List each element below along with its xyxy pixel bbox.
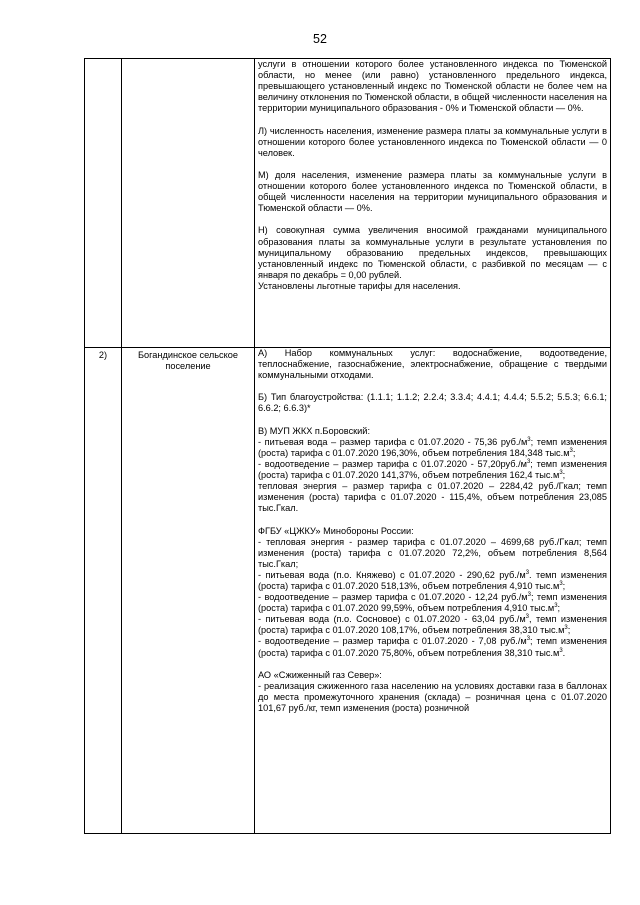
org2-lines xyxy=(258,537,607,659)
org1-title: В) МУП ЖКХ п.Боровский: xyxy=(258,425,370,436)
row2-content-cell xyxy=(255,348,611,834)
tariff-line: - водоотведение – размер тарифа с $01.07.2020 - 57,20руб./м^3$; темп изменения (роста) тарифа с 01.07.2020 141,37%, объем потребления 162,4 $тыс.м^3$; xyxy=(258,458,607,481)
org3-text: - реализация сжиженного газа населению на условиях доставки газа в баллонах до места промежуточного хранения (склада) – розничная цена с 01.07.2020 101,67 руб./кг, темп изменения (роста) розничной xyxy=(258,680,607,713)
row-number: 2) xyxy=(98,350,108,360)
tariff-line: - тепловая энергия - размер тарифа с 01.07.2020 – 4699,68 руб./Гкал; темп изменения (роста) тарифа с 01.07.2020 72,2%, объем потребления 8,564 тыс.Гкал; xyxy=(258,536,607,569)
tariff-line: - питьевая вода (п.о. Сосновое) с 01.07.2020 - 63,04 $руб./м^3$, темп изменения (роста) тарифа с 01.07.2020 108,17%, объем потребления 38,310 $тыс.м^3$; xyxy=(258,614,607,636)
row1-number-cell xyxy=(85,59,122,348)
row2-name-cell xyxy=(122,348,255,834)
paragraph: Н) совокупная сумма увеличения вносимой гражданами муниципального образования платы за коммунальные услуги в результате установления по муниципальному образованию предельных индексов, превышающих установленный индекс по Тюменской области, с разбивкой по месяцам — с января по декабрь = 0,00 рублей. xyxy=(258,225,607,280)
row1-name-cell xyxy=(122,59,255,348)
paragraph: Л) численность населения, изменение размера платы за коммунальные услуги в отношении которого более установленного индекса по Тюменской области — 0 человек. xyxy=(258,125,607,158)
tariff-line: - водоотведение – размер тарифа с 01.07.2020 - 12,24 $руб./м^3$; темп изменения (роста) тарифа с 01.07.2020 99,59%, объем потребления 4,910 $тыс.м^3$; xyxy=(258,592,607,614)
org2-title: ФГБУ «ЦЖКУ» Минобороны России: xyxy=(258,525,414,536)
table-row xyxy=(85,59,611,348)
tariff-line: - питьевая вода (п.о. Княжево) с 01.07.2020 - 290,62 $руб./м^3$. темп изменения (роста) тарифа с 01.07.2020 518,13%, объем потребления 4,910 $тыс.м^3$; xyxy=(258,569,607,591)
paragraph: услуги в отношении которого более установленного индекса по Тюменской области, но менее (или равно) установленного предельного индекса, превышающего установленный индекс по Тюменской области не более чем на величину отклонения по Тюменской области, в общей численности населения на территории муниципального образования - 0% и Тюменской области — 0%. xyxy=(258,59,607,114)
improvement-type-paragraph: Б) Тип благоустройства: (1.1.1; 1.1.2; 2.2.4; 3.3.4; 4.4.1; 4.4.4; 5.5.2; 5.5.3; 6.6.1; 6.6.2; 6.6.3)* xyxy=(258,392,607,414)
table-row xyxy=(85,348,611,834)
org1-lines xyxy=(258,437,607,515)
tariff-line: - водоотведение – размер тарифа с 01.07.2020 - 7,08 $руб./м^3$; темп изменения (роста) тарифа с 01.07.2020 75,80%, объем потребления 38,310 $тыс.м^3$. xyxy=(258,636,607,658)
superscript: 3 xyxy=(569,447,573,454)
superscript: 3 xyxy=(559,647,563,654)
superscript: 3 xyxy=(526,458,531,465)
superscript: 3 xyxy=(525,614,530,621)
paragraph: М) доля населения, изменение размера платы за коммунальные услуги в отношении которого более установленного индекса по Тюменской области, в общей численности населения на территории муниципального образования и Тюменской области — 0%. xyxy=(258,169,607,214)
superscript: 3 xyxy=(554,603,558,610)
superscript: 3 xyxy=(525,569,530,576)
superscript: 3 xyxy=(559,580,563,587)
row2-number-cell xyxy=(85,348,122,834)
tariff-table xyxy=(84,58,611,834)
superscript: 3 xyxy=(564,625,568,632)
org3-title: АО «Сжиженный газ Север»: xyxy=(258,669,382,680)
superscript: 3 xyxy=(527,436,531,443)
superscript: 3 xyxy=(526,636,531,643)
tariff-line: тепловая энергия – размер тарифа с 01.07.2020 – 2284,42 руб./Гкал; темп изменения (роста) тарифа с 01.07.2020 - 115,4%, объем потребления 23,085 тыс.Гкал. xyxy=(258,481,607,514)
superscript: 3 xyxy=(559,469,563,476)
services-paragraph: А) Набор коммунальных услуг: водоснабжение, водоотведение, теплоснабжение, газоснабжение, электроснабжение, обращение с твердыми коммунальными отходами. xyxy=(258,348,607,381)
paragraph: Установлены льготные тарифы для населения. xyxy=(258,280,461,291)
row1-content-cell xyxy=(255,59,611,348)
superscript: 3 xyxy=(527,592,531,598)
tariff-line: - питьевая вода – размер тарифа с 01.07.2020 - 75,36 $руб./м^3$; темп изменения (роста) тарифа с 01.07.2020 196,30%, объем потребления 184,348 $тыс.м^3$; xyxy=(258,436,607,458)
settlement-name: Богандинское сельское поселение xyxy=(137,350,238,372)
page-number: 52 xyxy=(313,32,327,46)
